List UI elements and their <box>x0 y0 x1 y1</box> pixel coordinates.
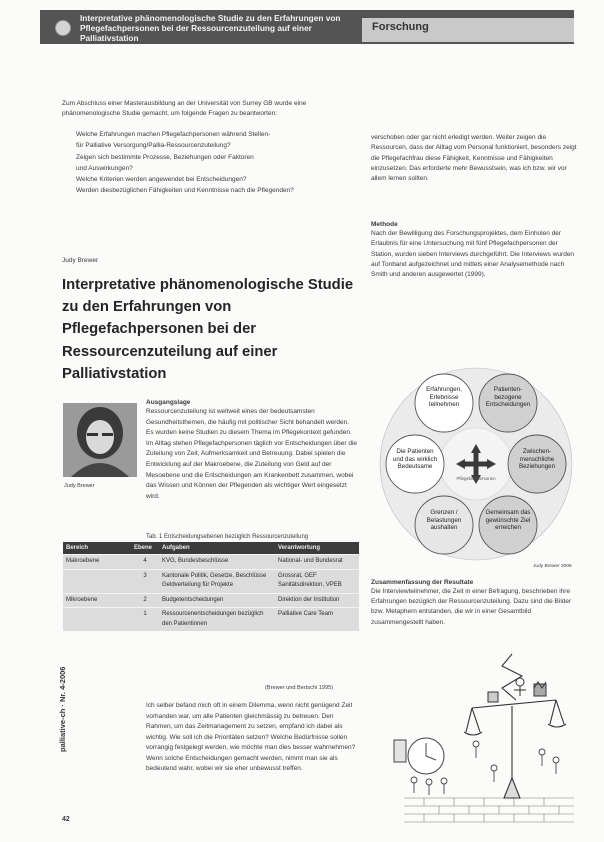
table-cell: Budgetentscheidungen <box>159 593 275 608</box>
section-label: Forschung <box>372 21 429 33</box>
column-header: Aufgaben <box>159 542 275 555</box>
author-photo <box>63 403 137 477</box>
question-item: für Palliative Versorgung/Pallia-Ressourcenzuteilung? <box>76 142 231 150</box>
clock-icon <box>394 738 444 774</box>
table-cell: Grossrat, GEF Sanitätsdirektion, VPEB <box>275 569 359 593</box>
table-cell <box>63 569 131 593</box>
diagram-source: Judy Brewer 2006 <box>533 564 572 569</box>
segment-label: Erfahrungen, Erlebnisse teilnehmen <box>426 386 462 409</box>
table-cell: KVG, Bundesbeschlüsse <box>159 555 275 570</box>
table-row <box>63 608 359 632</box>
column-header: Verantwortung <box>275 542 359 555</box>
segment-label: Grenzen / Belastungen aushalten <box>426 509 462 532</box>
table-row <box>63 593 359 608</box>
question-item: Welche Erfahrungen machen Pflegefachpersonen während Stellen- <box>76 131 271 138</box>
page-number: 42 <box>62 816 70 823</box>
table-cell: 1 <box>131 608 159 632</box>
segment-label: Gemeinsam das gewünschte Ziel erreichen <box>485 509 531 532</box>
column-header: Ebene <box>131 542 159 555</box>
journal-side-label: palliative-ch · Nr. 4-2006 <box>58 666 67 752</box>
question-item: Welche Kriterien werden angewendet bei Entscheidungen? <box>76 176 247 184</box>
table-header-row <box>63 542 359 555</box>
people-figures-icon <box>411 777 447 795</box>
table-cell: Makroebene <box>63 555 131 570</box>
zusammenfassung-text: Die Interviewteilnehmer, die Zeit in einer Befragung, beschrieben ihre Erfahrungen bezüglich der Ressourcenzuteilung. Dazu sind die Bilder bzw. Metaphern entstanden, die wir in einer Gesamtbild zusammengestellt haben. <box>371 588 572 626</box>
segment-label: Zwischen-menschliche Beziehungen <box>518 448 556 471</box>
author-name: Judy Brewer <box>62 257 99 264</box>
question-item: und Auswirkungen? <box>76 164 133 172</box>
metaphor-drawing <box>384 648 580 828</box>
brick-floor <box>404 798 574 822</box>
balance-scale-icon <box>464 654 566 798</box>
table-row <box>63 569 359 593</box>
question-item: Zeigen sich bestimmte Prozesse, Beziehungen oder Faktoren <box>76 153 254 161</box>
results-diagram <box>356 364 586 562</box>
small-people-row-icon <box>473 741 559 782</box>
intro-paragraph: Zum Abschluss einer Masterausbildung an der Universität von Surrey GB wurde eine phänomenologische Studie gemacht, um folgende Fragen zu beantworten: <box>62 100 307 118</box>
diagram-center-label: Pflegefachpersonen <box>456 476 496 481</box>
question-item: Werden diesbezüglichen Fähigkeiten und Kenntnisse nach die Pflegenden? <box>76 187 294 195</box>
table-cell: Ressourcenentscheidungen bezüglich den Patientinnen <box>159 608 275 632</box>
figure-on-scale-icon <box>488 678 546 702</box>
table-cell: Kantonale Politik, Gesetze, Beschlüsse Geldverteilung für Projekte <box>159 569 275 593</box>
decision-levels-table <box>63 542 359 631</box>
table-cell: 4 <box>131 555 159 570</box>
article-title: Interpretative phänomenologische Studie zu den Erfahrungen von Pflegefachpersonen bei der Ressourcenzuteilung auf einer Palliativstation <box>62 277 354 382</box>
table-cell: 2 <box>131 593 159 608</box>
photo-caption: Judy Brewer <box>64 483 95 489</box>
header-title: Interpretative phänomenologische Studie zu den Erfahrungen von Pflegefachpersonen bei der Ressourcenzuteilung auf einer Palliativstation <box>80 13 341 43</box>
table-cell: Palliative Care Team <box>275 608 359 632</box>
table-cell: National- und Bundesrat <box>275 555 359 570</box>
table-cell: Mikroebene <box>63 593 131 608</box>
table-row <box>63 555 359 570</box>
methode-heading: Methode <box>371 221 398 228</box>
body-text-right: verschoben oder gar nicht erledigt werden. Weiter zeigen die Ressourcen, dass der Alltag vom Personal funktioniert, besonders zeigt die Pflegefachfrau diese Fähigkeit, Kenntnisse und Fähigkeiten einzusetzen. Das erforderte mehr Bewusstsein, was ich bzw. wir vor allem lernen sollten. <box>371 134 577 183</box>
table-source: (Brewer und Bertschi 1995) <box>265 685 334 691</box>
column-header: Bereich <box>63 542 131 555</box>
zusammenfassung-heading: Zusammenfassung der Resultate <box>371 579 474 586</box>
methode-text: Nach der Bewilligung des Forschungsprojektes, dem Einholen der Erlaubnis für eine Untersuchung mit fünf Pflegefachpersonen der Station, wurden sieben Interviews durchgeführt. Die Interviews wurden auf Tonband aufgezeichnet und mittels einer Analysemethode nach Smith und anderen ausgewertet (1999). <box>371 230 575 279</box>
segment-label: Patienten-bezogene Entscheidungen <box>485 386 531 409</box>
table-cell: Direktion der Institution <box>275 593 359 608</box>
ausgangslage-heading: Ausgangslage <box>146 399 191 406</box>
table-caption: Tab. 1 Entscheidungsebenen bezüglich Ressourcenzuteilung <box>146 534 309 540</box>
segment-label: Die Patienten und das wirklich Bedeutsame <box>392 448 438 471</box>
body-text-left: Ich selber befand mich oft in einem Dilemma, wenn nicht genügend Zeit vorhanden war, um alle Patienten gleichmässig zu betreuen. Den Rahmen, um das Zeitmanagement zu setzen, empfand ich dabei als wichtig. Wie soll ich die Prioritäten setzen? Welche Bedürfnisse sollen vorrangig festgelegt werden, wie möchte man dies besser wahrnehmen? Wenn solche Entscheidungen gemacht werden, nimmt man sie als bedeutend wahr, wobei wir sie eher unbewusst treffen. <box>146 702 356 772</box>
ausgangslage-text: Ressourcenzuteilung ist weltweit eines der bedeutsamsten Gesundheitsthemen, die häufig mit politischer Sicht behandelt werden. Es wurden keine Studien zu diesem Thema im Pflegekontext gefunden. Im Alltag stehen Pflegefachpersonen täglich vor Entscheidungen über die Zuteilung von Zeit, Aufmerksamkeit und Betreuung. Dabei spielen die Entwicklung auf der Makroebene, die Zuteilung von Geld auf der Mesoebene und die Entscheidungen am Krankenbett zusammen, wobei das Wissen und Können der Pflegenden als wichtiger Wert eingesetzt wird. <box>146 408 358 500</box>
table-cell <box>63 608 131 632</box>
header-bullet-icon <box>55 20 71 36</box>
table-cell: 3 <box>131 569 159 593</box>
research-questions <box>62 129 354 197</box>
